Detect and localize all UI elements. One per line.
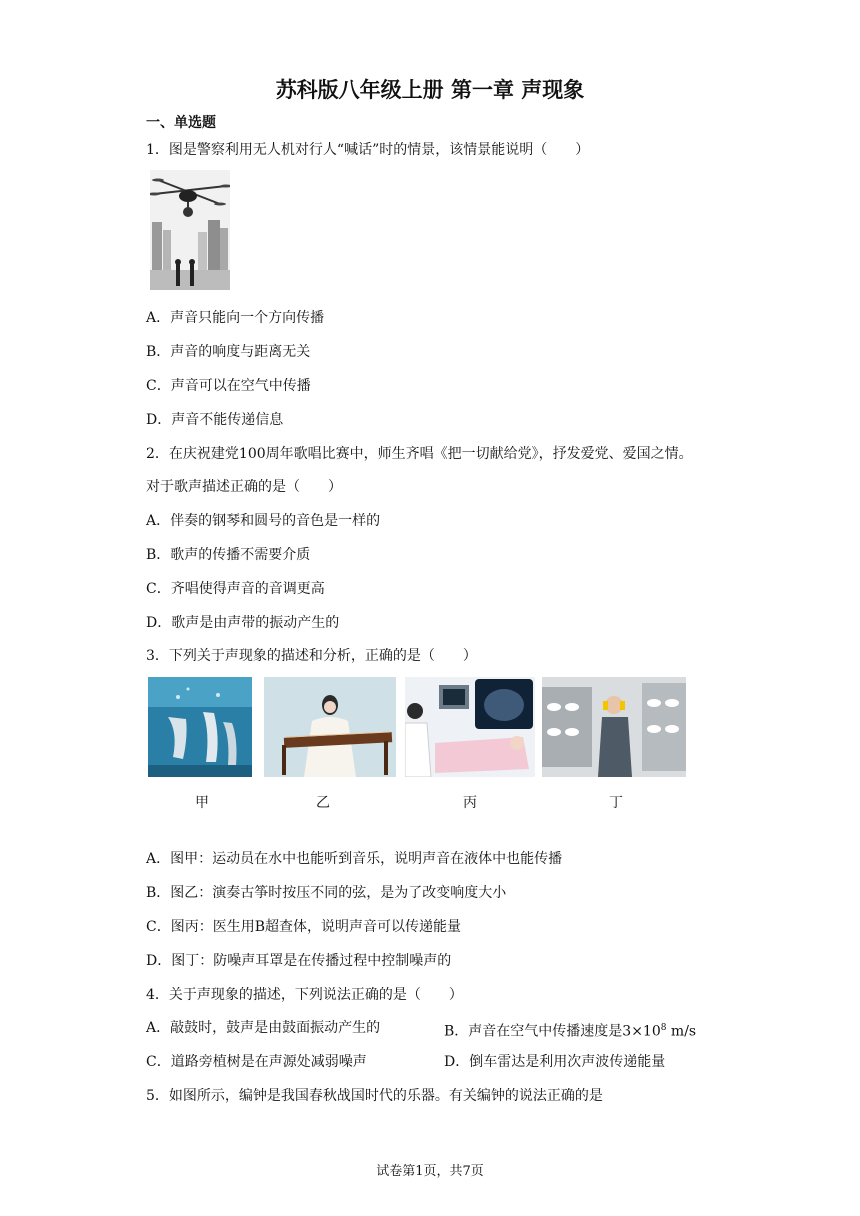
q4-option-b-unit: m/s: [666, 1023, 697, 1040]
q1-drone-image: [150, 170, 230, 290]
q3-caption-jia: 甲: [195, 795, 209, 811]
q1-option-c: C．声音可以在空气中传播: [146, 378, 311, 394]
q3-image-yi-guzheng: [264, 677, 396, 777]
q3-image-ding-factory: [542, 677, 686, 777]
q1-option-a: A．声音只能向一个方向传播: [146, 310, 325, 326]
q4-stem: 4．关于声现象的描述，下列说法正确的是（ ）: [146, 987, 463, 1003]
q4-option-d: D．倒车雷达是利用次声波传递能量: [444, 1054, 666, 1070]
q1-option-d: D．声音不能传递信息: [146, 412, 284, 428]
section-heading: 一、单选题: [146, 115, 216, 131]
q2-stem-line2: 对于歌声描述正确的是（ ）: [146, 479, 342, 495]
q4-option-b: [444, 1019, 696, 1041]
q2-stem-line1: 2．在庆祝建党100周年歌唱比赛中，师生齐唱《把一切献给党》，抒发爱党、爱国之情。: [146, 446, 693, 462]
q2-option-a: A．伴奏的钢琴和圆号的音色是一样的: [146, 513, 381, 529]
q3-image-jia-underwater: [148, 677, 252, 777]
page-footer: 试卷第1页，共7页: [376, 1164, 484, 1179]
q3-option-c: C．图丙：医生用B超查体，说明声音可以传递能量: [146, 919, 461, 935]
q2-option-d: D．歌声是由声带的振动产生的: [146, 615, 340, 631]
q1-option-b: B．声音的响度与距离无关: [146, 344, 311, 360]
page-title: 苏科版八年级上册 第一章 声现象: [275, 78, 585, 102]
q3-caption-yi: 乙: [316, 795, 330, 811]
q3-option-d: D．图丁：防噪声耳罩是在传播过程中控制噪声的: [146, 953, 452, 969]
q4-option-b-text: B．声音在空气中传播速度是3×10: [444, 1023, 661, 1040]
q3-option-a: A．图甲：运动员在水中也能听到音乐，说明声音在液体中也能传播: [146, 851, 563, 867]
q3-caption-bing: 丙: [463, 795, 477, 811]
q2-option-c: C．齐唱使得声音的音调更高: [146, 581, 325, 597]
q5-stem: 5．如图所示，编钟是我国春秋战国时代的乐器。有关编钟的说法正确的是: [146, 1088, 603, 1104]
q3-caption-ding: 丁: [609, 795, 623, 811]
q2-option-b: B．歌声的传播不需要介质: [146, 547, 311, 563]
q3-option-b: B．图乙：演奏古筝时按压不同的弦，是为了改变响度大小: [146, 885, 507, 901]
q1-stem: 1．图是警察利用无人机对行人“喊话”时的情景，该情景能说明（ ）: [146, 142, 590, 158]
q4-option-a: A．敲鼓时，鼓声是由鼓面振动产生的: [146, 1020, 381, 1036]
q3-stem: 3．下列关于声现象的描述和分析，正确的是（ ）: [146, 648, 477, 664]
q3-image-bing-ultrasound: [405, 677, 535, 777]
q4-option-c: C．道路旁植树是在声源处减弱噪声: [146, 1054, 367, 1070]
q4-option-b-exponent: 8: [660, 1023, 667, 1033]
